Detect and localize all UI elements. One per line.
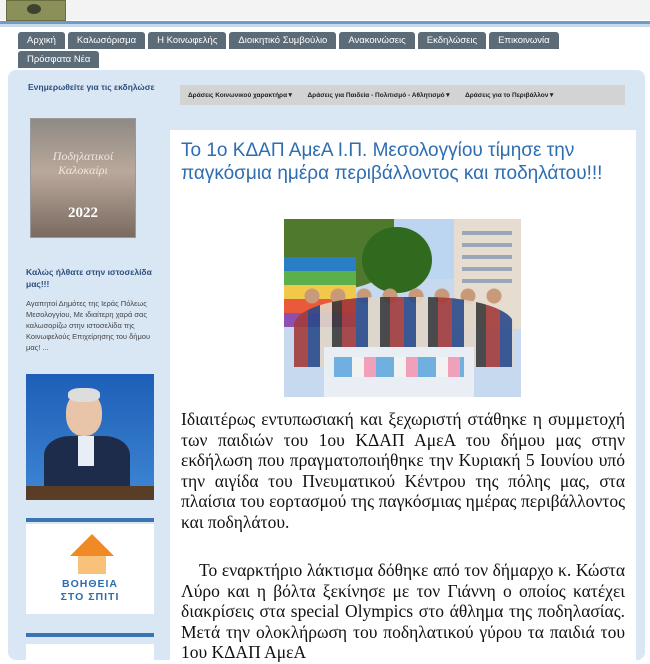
welcome-text: Αγαπητοί Δημότες της Ιεράς Πόλεως Μεσολογγίου, Με ιδιαίτερη χαρά σας καλωσορίζω στην ιστοσελίδα της Κοινωφελούς Επιχείρησης του δήμου μας! ... xyxy=(26,299,151,352)
mayor-photo[interactable] xyxy=(26,374,154,500)
house-body-icon xyxy=(78,556,106,574)
sidebar-divider xyxy=(26,518,154,522)
nav-row-1 xyxy=(18,32,638,49)
nav-tab-announcements[interactable]: Ανακοινώσεις xyxy=(339,32,414,49)
actions-subnav xyxy=(180,85,625,105)
mayor-shirt xyxy=(78,436,94,466)
nav-tab-board[interactable]: Διοικητικό Συμβούλιο xyxy=(229,32,336,49)
cycling-summer-banner[interactable] xyxy=(30,118,136,238)
article-title: Το 1ο ΚΔΑΠ ΑμεΑ Ι.Π. Μεσολογγίου τίμησε την παγκόσμια ημέρα περιβάλλοντος και ποδηλάτου!!! xyxy=(181,140,603,184)
mayor-hair xyxy=(68,388,100,402)
banner-year: 2022 xyxy=(68,205,98,221)
article-photo[interactable] xyxy=(284,219,521,397)
nav-tab-recent-news[interactable]: Πρόσφατα Νέα xyxy=(18,51,99,68)
nav-tab-about[interactable]: Η Κοινωφελής xyxy=(148,32,226,49)
help-banner-text xyxy=(26,578,154,604)
nav-row-2 xyxy=(18,51,638,68)
photo-table xyxy=(324,347,474,397)
mayor-desk xyxy=(26,486,154,500)
help-banner-line1: ΒΟΗΘΕΙΑ xyxy=(61,578,118,590)
subnav-environment-actions[interactable]: Δράσεις για το Περιβάλλον▼ xyxy=(465,91,555,99)
article-paragraph-1: Ιδιαιτέρως εντυπωσιακή και ξεχωριστή στάθηκε η συμμετοχή των παιδιών του 1ου ΚΔΑΠ ΑμεΑ του δήμου μας στην εκδήλωση που πραγματοποιήθηκε την Κυριακή 5 Ιουνίου υπό την αιγίδα του Πνευματικού Κέντρου της πόλης μας, στα πλαίσια του εορτασμού της παγκόσμιας ημέρας περιβάλλοντος και ποδηλάτου. xyxy=(181,409,625,532)
article xyxy=(170,130,636,660)
help-at-home-banner[interactable] xyxy=(26,524,154,614)
nav-tab-home[interactable]: Αρχική xyxy=(18,32,65,49)
welcome-title[interactable]: Καλώς ήλθατε στην ιστοσελίδα μας!!! xyxy=(26,267,152,289)
events-heading[interactable]: Ενημερωθείτε για τις εκδηλώσε xyxy=(28,82,155,92)
sidebar xyxy=(18,78,162,658)
banner-title: Ποδηλατικοί Καλοκαίρι xyxy=(52,149,114,177)
nav-tab-welcome[interactable]: Καλωσόρισμα xyxy=(68,32,145,49)
subnav-social-actions[interactable]: Δράσεις Κοινωνικού χαρακτήρα▼ xyxy=(188,91,294,99)
nav-tab-contact[interactable]: Επικοινωνία xyxy=(489,32,559,49)
help-banner-line2: ΣΤΟ ΣΠΙΤΙ xyxy=(60,591,120,603)
photo-tree xyxy=(362,227,432,293)
main-nav xyxy=(18,32,638,70)
article-paragraph-2: Το εναρκτήριο λάκτισμα δόθηκε από τον δήμαρχο κ. Κώστα Λύρο και η βόλτα ξεκίνησε με τον Γιάννη ο οποίος κατέχει διακρίσεις στα special Olympics στο άθλημα της ποδηλασίας. Μετά την ολοκλήρωση του ποδηλατικού γύρου τα παιδιά του 1ου ΚΔΑΠ ΑμεΑ xyxy=(181,560,625,662)
top-header xyxy=(0,0,650,20)
sidebar-divider xyxy=(26,633,154,637)
site-logo[interactable] xyxy=(6,0,66,21)
next-banner[interactable] xyxy=(26,644,154,664)
header-stripe-light xyxy=(0,24,650,27)
subnav-education-culture-sports[interactable]: Δράσεις για Παιδεία - Πολιτισμό - Αθλητισμό▼ xyxy=(307,91,452,99)
house-roof-icon xyxy=(70,534,114,556)
nav-tab-events[interactable]: Εκδηλώσεις xyxy=(418,32,486,49)
